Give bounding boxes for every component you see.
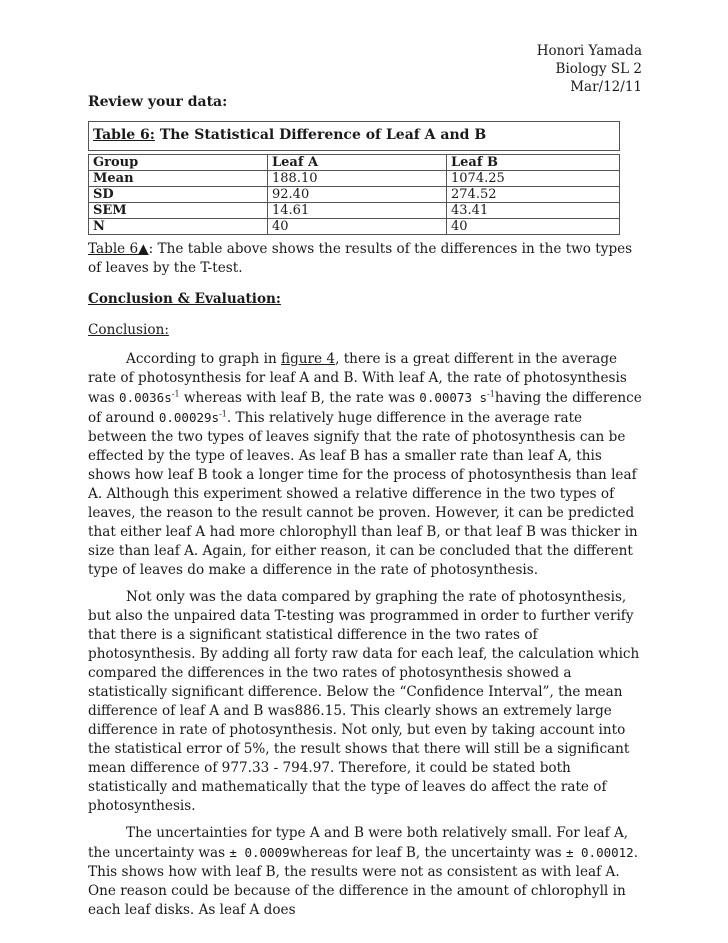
table-note-text: : The table above shows the results of the differences in the two types of leaves by the T-test.: [88, 241, 633, 276]
table-cell: 40: [447, 219, 620, 235]
text-run: According to graph in: [126, 351, 282, 367]
text-run: . This shows how with leaf B, the results were not as consistent as with leaf A. One reason could be because of the difference in the amount of chlorophyll in each leaf disks. As leaf A does: [88, 845, 639, 918]
table-header-row: [89, 155, 620, 171]
column-header: Group: [89, 155, 268, 171]
text-run: whereas with leaf B, the rate was: [179, 390, 420, 406]
statistics-table: [88, 154, 620, 235]
superscript: -1: [487, 389, 495, 399]
column-header: Leaf A: [268, 155, 447, 171]
text-run: having the difference of around: [88, 390, 642, 426]
table-caption-label: Table 6:: [93, 127, 155, 143]
subheading: Conclusion:: [88, 322, 169, 338]
text-run: , there is a great different in the average rate of photosynthesis for leaf A and B. With leaf A, the rate of photosynthesis was: [88, 351, 627, 406]
table-cell: 92.40: [268, 187, 447, 203]
document-date: Mar/12/11: [570, 79, 642, 95]
review-heading: Review your data:: [88, 94, 228, 110]
table-cell: 274.52: [447, 187, 620, 203]
table-row: [89, 203, 620, 219]
course-name: Biology SL 2: [555, 61, 642, 77]
table-row: [89, 187, 620, 203]
figure-reference: figure 4: [281, 351, 336, 367]
document-body: [88, 240, 644, 920]
table-caption: [88, 121, 620, 151]
paragraph-3: [88, 824, 644, 920]
row-label: Mean: [89, 171, 268, 187]
table-note: [88, 240, 644, 278]
row-label: SEM: [89, 203, 268, 219]
table-cell: 40: [268, 219, 447, 235]
value-rate-difference: 0.00029s: [158, 410, 220, 425]
section-heading: Conclusion & Evaluation:: [88, 291, 281, 307]
paragraph-2: Not only was the data compared by graphing the rate of photosynthesis, but also the unpaired data T-testing was programmed in order to further verify that there is a significant statistical difference in the two rates of photosynthesis. By adding all forty raw data for each leaf, the calculation which compared the differences in the two rates of photosynthesis showed a statistically significant difference. Below the “Confidence Interval”, the mean difference of leaf A and B was886.15. This clearly shows an extremely large difference in rate of photosynthesis. Not only, but even by taking account into the statistical error of 5%, the result shows that there will still be a significant mean difference of 977.33 - 794.97. Therefore, it could be stated both statistically and mathematically that the type of leaves do affect the rate of photosynthesis.: [88, 589, 640, 814]
uncertainty-leaf-b: ± 0.00012: [565, 845, 634, 860]
row-label: SD: [89, 187, 268, 203]
superscript: -1: [219, 409, 227, 419]
row-label: N: [89, 219, 268, 235]
table-cell: 43.41: [447, 203, 620, 219]
table-row: [89, 171, 620, 187]
author-name: Honori Yamada: [536, 43, 642, 59]
paragraph-1: [88, 350, 644, 580]
uncertainty-leaf-a: ± 0.0009: [229, 845, 290, 860]
table-note-label: Table 6▲: [88, 241, 149, 257]
table-cell: 188.10: [268, 171, 447, 187]
text-run: The uncertainties for type A and B were both relatively small. For leaf A, the uncertainty was: [88, 825, 629, 861]
text-run: . This relatively huge difference in the average rate between the two types of leaves signify that the rate of photosynthesis can be effected by the type of leaves. As leaf B has a smaller rate than leaf A, this shows how leaf B took a longer time for the process of photosynthesis than leaf A. Although this experiment showed a relative difference in the two types of leaves, the reason to the result cannot be proven. However, it can be predicted that either leaf A had more chlorophyll than leaf B, or that leaf B was thicker in size than leaf A. Again, for either reason, it can be concluded that the different type of leaves do make a difference in the rate of photosynthesis.: [88, 410, 638, 578]
table-cell: 14.61: [268, 203, 447, 219]
table-row: [89, 219, 620, 235]
superscript: -1: [171, 389, 180, 399]
column-header: Leaf B: [447, 155, 620, 171]
text-run: whereas for leaf B, the uncertainty was: [289, 845, 566, 861]
table-cell: 1074.25: [447, 171, 620, 187]
document-header: [537, 42, 642, 96]
value-leaf-a-rate: 0.0036s: [119, 390, 172, 405]
value-leaf-b-rate: 0.00073 s: [419, 390, 488, 405]
table-caption-title: The Statistical Difference of Leaf A and B: [154, 127, 487, 143]
